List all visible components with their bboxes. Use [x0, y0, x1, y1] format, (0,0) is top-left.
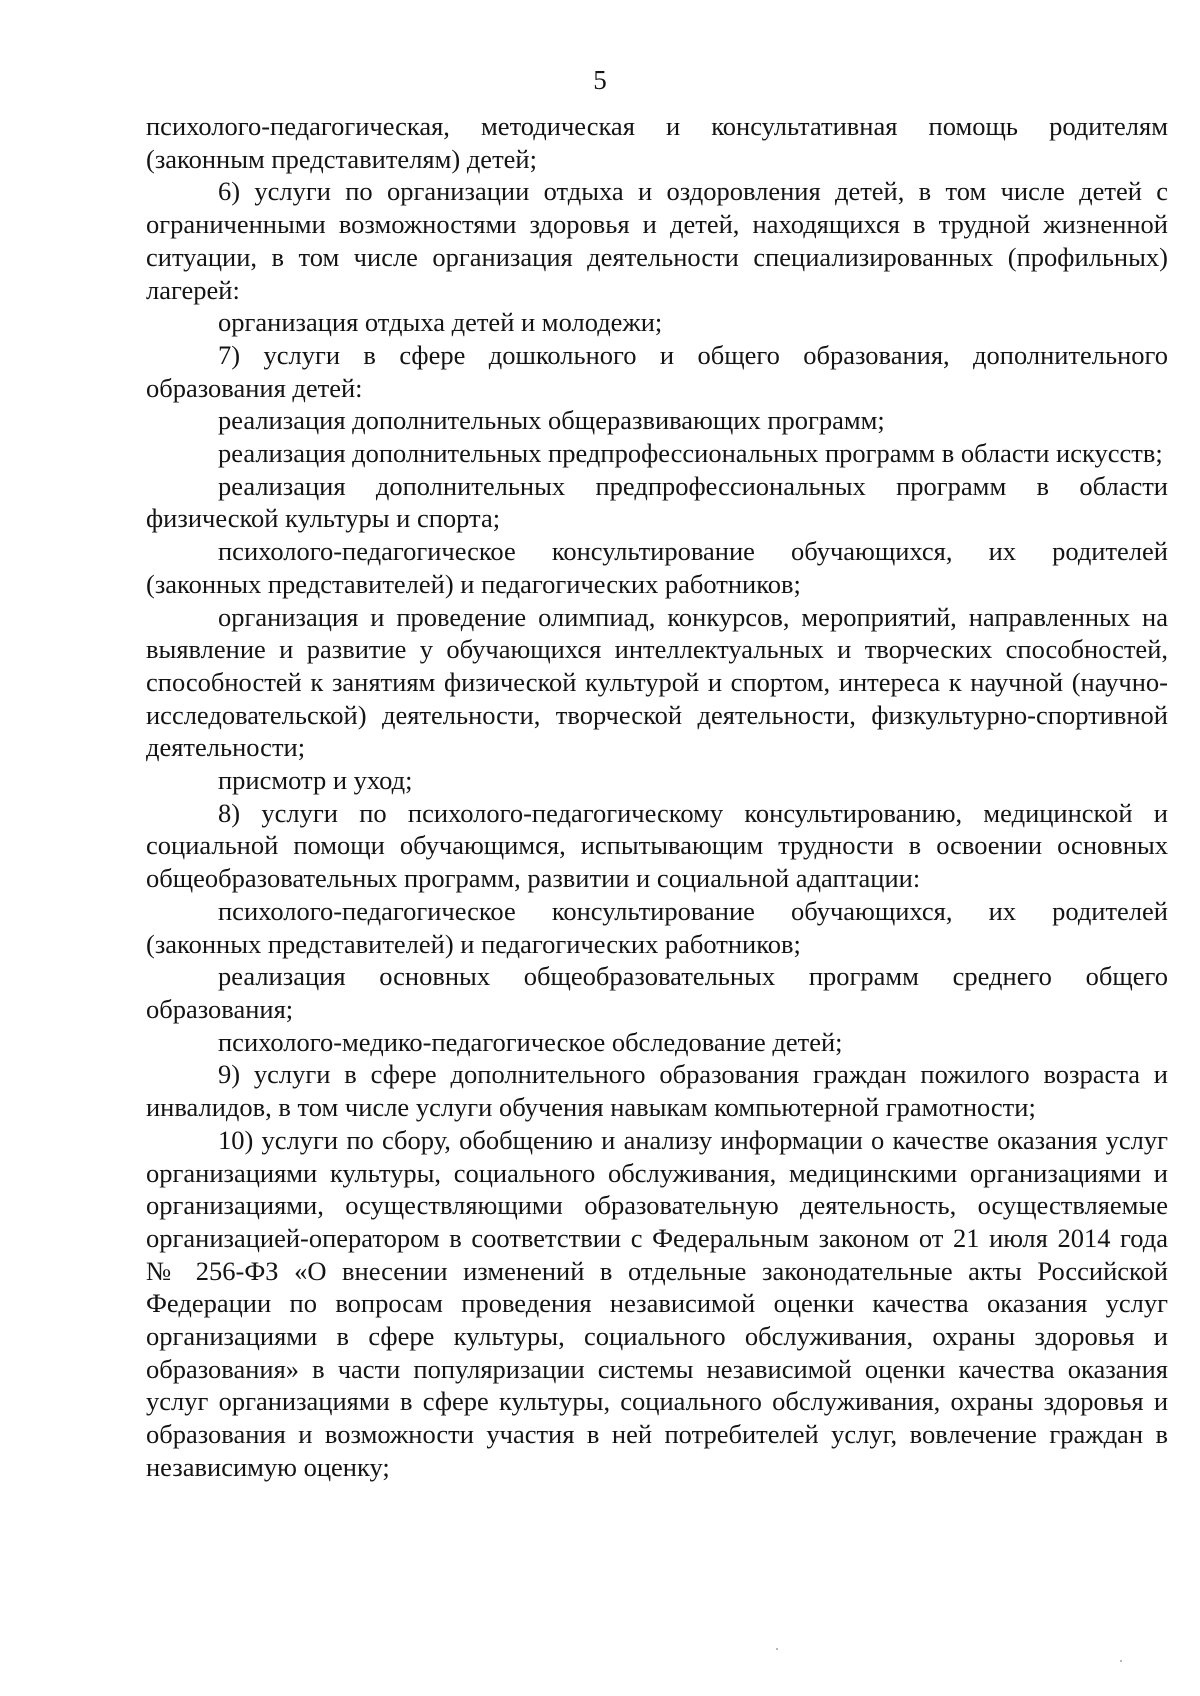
paragraph: присмотр и уход; — [218, 765, 413, 796]
document-body — [146, 110, 1168, 1484]
paragraph: организация и проведение олимпиад, конкурсов, мероприятий, направленных на выявление и развитие у обучающихся интеллектуальных и творческих способностей, способностей к занятиям физической культурой и спортом, интереса к научной (научно-исследовательской) деятельности, творческой деятельности, физкультурно-спортивной деятельности; — [146, 601, 1168, 763]
paragraph: 6) услуги по организации отдыха и оздоровления детей, в том числе детей с ограниченными возможностями здоровья и детей, находящихся в трудной жизненной ситуации, в том числе организация деятельности специализированных (профильных) лагерей: — [146, 176, 1168, 305]
paragraph: 7) услуги в сфере дошкольного и общего образования, дополнительного образования детей: — [146, 339, 1168, 403]
paragraph: психолого-педагогическое консультирование обучающихся, их родителей (законных представителей) и педагогических работников; — [146, 895, 1168, 959]
paragraph: психолого-медико-педагогическое обследование детей; — [218, 1026, 843, 1057]
paragraph: психолого-педагогическая, методическая и консультативная помощь родителям (законным представителям) детей; — [146, 111, 1168, 174]
paragraph: реализация дополнительных общеразвивающих программ; — [218, 405, 885, 436]
scan-speck — [1120, 1660, 1122, 1662]
paragraph: реализация дополнительных предпрофессиональных программ в области физической культуры и спорта; — [146, 470, 1168, 534]
scan-speck — [776, 1648, 778, 1650]
paragraph: 8) услуги по психолого-педагогическому консультированию, медицинской и социальной помощи обучающимся, испытывающим трудности в освоении основных общеобразовательных программ, развитии и социальной адаптации: — [146, 797, 1168, 894]
paragraph: психолого-педагогическое консультирование обучающихся, их родителей (законных представителей) и педагогических работников; — [146, 536, 1168, 599]
paragraph: 10) услуги по сбору, обобщению и анализу информации о качестве оказания услуг организациями культуры, социального обслуживания, медицинскими организациями и организациями, осуществляющими образовательную деятельность, осуществляемые организацией-оператором в соответствии с Федеральным законом от 21 июля 2014 года № 256-ФЗ «О внесении изменений в отдельные законодательные акты Российской Федерации по вопросам проведения независимой оценки качества оказания услуг организациями в сфере культуры, социального обслуживания, охраны здоровья и образования» в части популяризации системы независимой оценки качества оказания услуг организациями в сфере культуры, социального обслуживания, охраны здоровья и образования и возможности участия в ней потребителей услуг, вовлечение граждан в независимую оценку; — [146, 1124, 1168, 1482]
paragraph: 9) услуги в сфере дополнительного образования граждан пожилого возраста и инвалидов, в том числе услуги обучения навыкам компьютерной грамотности; — [146, 1059, 1168, 1123]
paragraph: реализация дополнительных предпрофессиональных программ в области искусств; — [218, 438, 1163, 469]
paragraph: организация отдыха детей и молодежи; — [218, 307, 663, 338]
page-number: 5 — [593, 65, 607, 95]
paragraph: реализация основных общеобразовательных программ среднего общего образования; — [146, 961, 1168, 1024]
